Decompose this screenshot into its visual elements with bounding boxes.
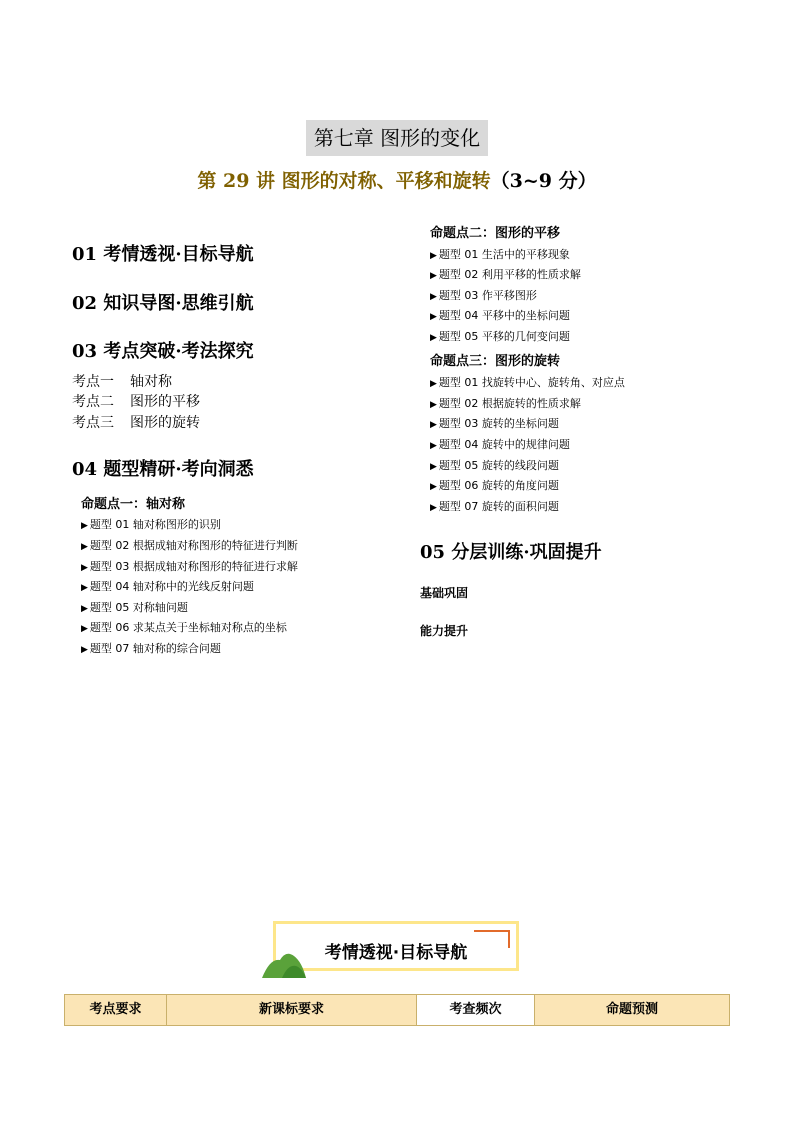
topic-3-item[interactable] xyxy=(430,436,570,452)
topic-1-item[interactable] xyxy=(81,537,298,553)
triangle-right-icon: ▶ xyxy=(430,462,437,472)
item-label: 题型 07 旋转的面积问题 xyxy=(438,500,559,513)
section-banner xyxy=(273,921,519,971)
lecture-title xyxy=(0,166,794,193)
exam-point-name: 轴对称 xyxy=(130,374,172,390)
item-label: 题型 02 根据成轴对称图形的特征进行判断 xyxy=(89,539,298,552)
topic-3-item[interactable] xyxy=(430,457,559,473)
triangle-right-icon: ▶ xyxy=(430,271,437,281)
topic-1-item[interactable] xyxy=(81,516,221,532)
section-03-heading[interactable]: 03 考点突破·考法探究 xyxy=(72,341,254,362)
table-header-cell: 新课标要求 xyxy=(167,995,417,1025)
item-label: 题型 07 轴对称的综合问题 xyxy=(89,642,221,655)
item-label: 题型 02 根据旋转的性质求解 xyxy=(438,397,581,410)
table-header-cell: 考查频次 xyxy=(417,995,535,1025)
topic-1-item[interactable] xyxy=(81,558,298,574)
exam-point-2[interactable] xyxy=(72,391,200,411)
triangle-right-icon: ▶ xyxy=(430,312,437,322)
triangle-right-icon: ▶ xyxy=(430,441,437,451)
hills-icon xyxy=(262,950,306,978)
triangle-right-icon: ▶ xyxy=(81,521,88,531)
item-label: 题型 06 求某点关于坐标轴对称点的坐标 xyxy=(89,621,287,634)
topic-3-item[interactable] xyxy=(430,395,581,411)
topic-3-item[interactable] xyxy=(430,374,625,390)
item-label: 题型 01 找旋转中心、旋转角、对应点 xyxy=(438,376,625,389)
topic-3-item[interactable] xyxy=(430,498,559,514)
topic-2-heading[interactable]: 命题点二：图形的平移 xyxy=(430,226,561,241)
triangle-right-icon: ▶ xyxy=(81,542,88,552)
item-label: 题型 02 利用平移的性质求解 xyxy=(438,268,581,281)
item-label: 题型 03 旋转的坐标问题 xyxy=(438,417,559,430)
topic-1-item[interactable] xyxy=(81,640,221,656)
triangle-right-icon: ▶ xyxy=(430,400,437,410)
triangle-right-icon: ▶ xyxy=(430,292,437,302)
item-label: 题型 01 生活中的平移现象 xyxy=(438,248,570,261)
triangle-right-icon: ▶ xyxy=(430,333,437,343)
topic-3-item[interactable] xyxy=(430,415,559,431)
triangle-right-icon: ▶ xyxy=(81,624,88,634)
topic-2-item[interactable] xyxy=(430,287,537,303)
exam-point-name: 图形的旋转 xyxy=(130,415,200,431)
item-label: 题型 03 作平移图形 xyxy=(438,289,537,302)
section-01-heading[interactable]: 01 考情透视·目标导航 xyxy=(72,244,254,265)
table-header-cell: 考点要求 xyxy=(65,995,167,1025)
exam-table-header xyxy=(64,994,730,1026)
topic-3-heading[interactable]: 命题点三：图形的旋转 xyxy=(430,354,561,369)
triangle-right-icon: ▶ xyxy=(81,604,88,614)
item-label: 题型 05 平移的几何变问题 xyxy=(438,330,570,343)
lecture-score: （3~9 分） xyxy=(490,170,597,192)
lecture-title-text: 第 29 讲 图形的对称、平移和旋转 xyxy=(197,170,491,192)
triangle-right-icon: ▶ xyxy=(430,379,437,389)
item-label: 题型 04 轴对称中的光线反射问题 xyxy=(89,580,254,593)
banner-corner-decoration xyxy=(474,930,510,932)
exam-point-name: 图形的平移 xyxy=(130,394,200,410)
item-label: 题型 06 旋转的角度问题 xyxy=(438,479,559,492)
exam-point-1[interactable] xyxy=(72,371,172,391)
item-label: 题型 05 旋转的线段问题 xyxy=(438,459,559,472)
item-label: 题型 04 旋转中的规律问题 xyxy=(438,438,570,451)
exam-point-label: 考点一 xyxy=(72,374,114,390)
exam-point-label: 考点二 xyxy=(72,394,114,410)
triangle-right-icon: ▶ xyxy=(81,583,88,593)
banner-corner-decoration xyxy=(508,930,510,948)
layer-advanced[interactable]: 能力提升 xyxy=(420,624,469,638)
topic-2-item[interactable] xyxy=(430,266,581,282)
layer-basic[interactable]: 基础巩固 xyxy=(420,586,469,600)
section-02-heading[interactable]: 02 知识导图·思维引航 xyxy=(72,293,254,314)
topic-1-item[interactable] xyxy=(81,599,188,615)
triangle-right-icon: ▶ xyxy=(81,563,88,573)
triangle-right-icon: ▶ xyxy=(81,645,88,655)
section-04-heading[interactable]: 04 题型精研·考向洞悉 xyxy=(72,459,254,480)
banner-title: 考情透视·目标导航 xyxy=(324,943,468,963)
topic-1-item[interactable] xyxy=(81,619,287,635)
item-label: 题型 04 平移中的坐标问题 xyxy=(438,309,570,322)
triangle-right-icon: ▶ xyxy=(430,482,437,492)
triangle-right-icon: ▶ xyxy=(430,251,437,261)
exam-point-label: 考点三 xyxy=(72,415,114,431)
topic-3-item[interactable] xyxy=(430,477,559,493)
topic-2-item[interactable] xyxy=(430,328,570,344)
item-label: 题型 03 根据成轴对称图形的特征进行求解 xyxy=(89,560,298,573)
item-label: 题型 01 轴对称图形的识别 xyxy=(89,518,221,531)
topic-2-item[interactable] xyxy=(430,307,570,323)
topic-1-heading[interactable]: 命题点一：轴对称 xyxy=(81,497,186,512)
chapter-title: 第七章 图形的变化 xyxy=(306,120,488,156)
table-header-cell: 命题预测 xyxy=(535,995,729,1025)
topic-2-item[interactable] xyxy=(430,246,570,262)
item-label: 题型 05 对称轴问题 xyxy=(89,601,188,614)
section-05-heading[interactable]: 05 分层训练·巩固提升 xyxy=(420,542,602,563)
triangle-right-icon: ▶ xyxy=(430,420,437,430)
topic-1-item[interactable] xyxy=(81,578,254,594)
exam-point-3[interactable] xyxy=(72,412,200,432)
triangle-right-icon: ▶ xyxy=(430,503,437,513)
